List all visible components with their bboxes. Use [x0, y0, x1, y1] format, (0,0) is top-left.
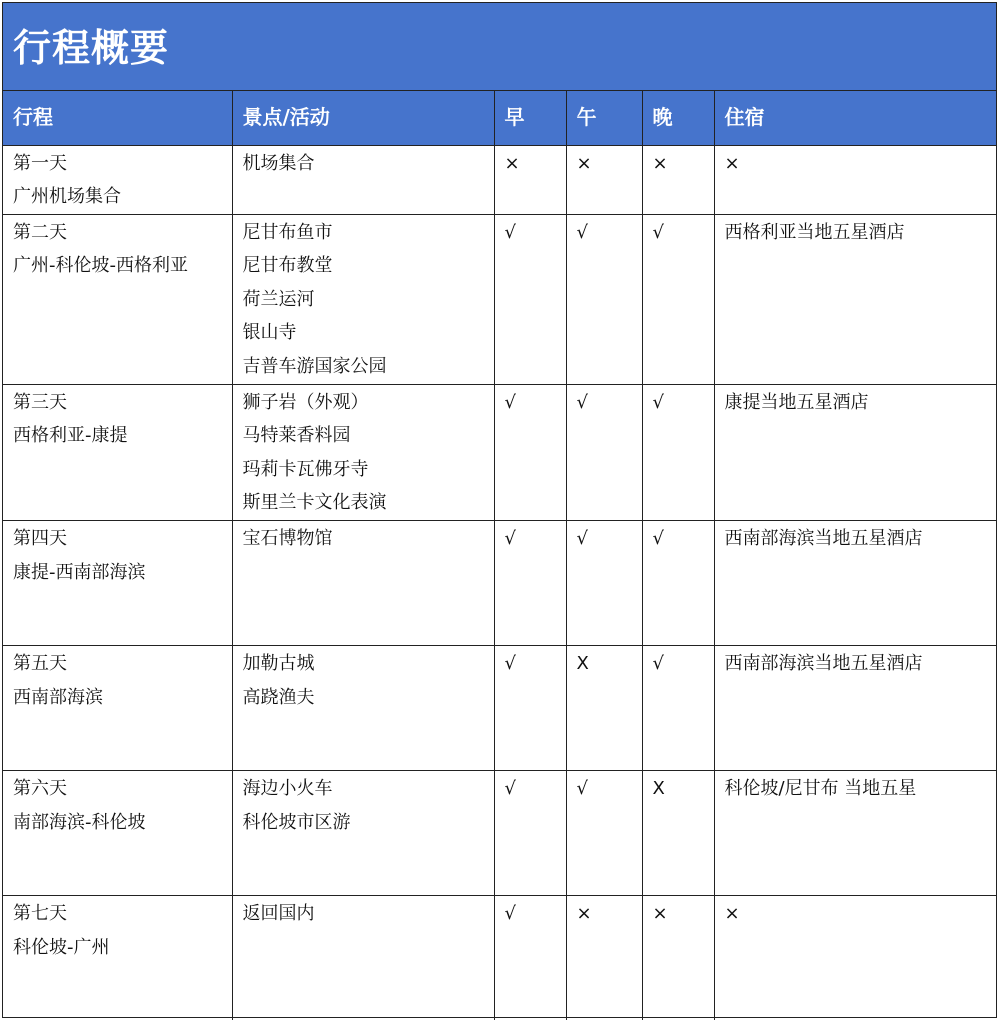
- dinner-cell: [642, 646, 714, 771]
- spot-item: 高跷渔夫: [242, 686, 315, 708]
- spot-item: 机场集合: [242, 152, 315, 174]
- hotel-cell: [714, 771, 996, 896]
- spot-item: 尼甘布鱼市: [242, 221, 333, 243]
- spots-cell: [232, 896, 494, 1020]
- day-cell: [3, 214, 232, 384]
- hotel-cell: [714, 145, 996, 214]
- table-row: [3, 521, 996, 646]
- route-label: 西南部海滨: [13, 686, 103, 708]
- lunch-mark: ×: [576, 152, 592, 174]
- spots-cell: [232, 646, 494, 771]
- dinner-mark: √: [652, 653, 664, 675]
- spot-item: 返回国内: [242, 903, 315, 925]
- table-row: [3, 896, 996, 1020]
- day-cell: [3, 384, 232, 520]
- lunch-mark: ×: [576, 903, 592, 925]
- dinner-cell: [642, 384, 714, 520]
- day-cell: [3, 646, 232, 771]
- dinner-mark: ×: [652, 903, 668, 925]
- hotel-label: 康提当地五星酒店: [724, 391, 869, 413]
- hotel-label: 科伦坡/尼甘布 当地五星: [724, 778, 917, 800]
- route-label: 西格利亚-康提: [13, 425, 128, 447]
- breakfast-cell: [494, 384, 566, 520]
- hotel-label: 西格利亚当地五星酒店: [724, 221, 905, 243]
- dinner-cell: [642, 521, 714, 646]
- day-label: 第七天: [13, 903, 67, 925]
- spot-item: 科伦坡市区游: [242, 811, 351, 833]
- spot-item: 狮子岩（外观）: [242, 391, 369, 413]
- breakfast-cell: [494, 646, 566, 771]
- spot-item: 宝石博物馆: [242, 528, 333, 550]
- header-breakfast: 早: [494, 91, 566, 145]
- breakfast-mark: √: [504, 903, 516, 925]
- lunch-cell: [566, 384, 642, 520]
- header-dinner: 晚: [642, 91, 714, 145]
- day-label: 第四天: [13, 528, 67, 550]
- lunch-cell: [566, 145, 642, 214]
- breakfast-mark: ×: [504, 152, 520, 174]
- day-label: 第一天: [13, 152, 67, 174]
- spots-cell: [232, 214, 494, 384]
- title-bar: [3, 3, 996, 91]
- table-row: [3, 145, 996, 214]
- breakfast-cell: [494, 896, 566, 1020]
- hotel-cell: [714, 384, 996, 520]
- breakfast-mark: √: [504, 528, 516, 550]
- dinner-mark: X: [652, 778, 665, 800]
- route-label: 科伦坡-广州: [13, 936, 110, 958]
- dinner-mark: √: [652, 391, 664, 413]
- lunch-cell: [566, 896, 642, 1020]
- lunch-cell: [566, 646, 642, 771]
- page-title: 行程概要: [13, 26, 170, 70]
- breakfast-cell: [494, 521, 566, 646]
- spot-item: 加勒古城: [242, 653, 315, 675]
- spot-item: 斯里兰卡文化表演: [242, 492, 387, 514]
- breakfast-mark: √: [504, 221, 516, 243]
- lunch-cell: [566, 771, 642, 896]
- spot-item: 吉普车游国家公园: [242, 356, 387, 378]
- hotel-cell: [714, 896, 996, 1020]
- itinerary-frame: [2, 2, 997, 1018]
- lunch-mark: √: [576, 528, 588, 550]
- hotel-label: 西南部海滨当地五星酒店: [724, 653, 923, 675]
- spot-item: 马特莱香料园: [242, 425, 351, 447]
- hotel-label: ×: [724, 903, 740, 925]
- table-row: [3, 771, 996, 896]
- header-lunch: 午: [566, 91, 642, 145]
- day-cell: [3, 521, 232, 646]
- spots-cell: [232, 384, 494, 520]
- lunch-mark: X: [576, 653, 589, 675]
- breakfast-cell: [494, 214, 566, 384]
- route-label: 南部海滨-科伦坡: [13, 811, 146, 833]
- breakfast-mark: √: [504, 653, 516, 675]
- spots-cell: [232, 771, 494, 896]
- spot-item: 玛莉卡瓦佛牙寺: [242, 458, 369, 480]
- hotel-cell: [714, 214, 996, 384]
- day-label: 第三天: [13, 391, 67, 413]
- lunch-cell: [566, 521, 642, 646]
- lunch-cell: [566, 214, 642, 384]
- dinner-mark: ×: [652, 152, 668, 174]
- spot-item: 荷兰运河: [242, 288, 315, 310]
- dinner-mark: √: [652, 221, 664, 243]
- spot-item: 海边小火车: [242, 778, 333, 800]
- route-label: 广州-科伦坡-西格利亚: [13, 255, 188, 277]
- day-cell: [3, 145, 232, 214]
- spots-cell: [232, 521, 494, 646]
- lunch-mark: √: [576, 778, 588, 800]
- route-label: 康提-西南部海滨: [13, 561, 146, 583]
- itinerary-table: [3, 91, 996, 1020]
- breakfast-mark: √: [504, 778, 516, 800]
- header-hotel: 住宿: [714, 91, 996, 145]
- dinner-cell: [642, 145, 714, 214]
- day-cell: [3, 771, 232, 896]
- hotel-label: 西南部海滨当地五星酒店: [724, 528, 923, 550]
- header-spots: 景点/活动: [232, 91, 494, 145]
- lunch-mark: √: [576, 391, 588, 413]
- spot-item: 尼甘布教堂: [242, 255, 333, 277]
- day-cell: [3, 896, 232, 1020]
- table-row: [3, 646, 996, 771]
- lunch-mark: √: [576, 221, 588, 243]
- dinner-cell: [642, 214, 714, 384]
- route-label: 广州机场集合: [13, 186, 121, 208]
- hotel-cell: [714, 521, 996, 646]
- spot-item: 银山寺: [242, 322, 297, 344]
- spots-cell: [232, 145, 494, 214]
- breakfast-cell: [494, 771, 566, 896]
- dinner-mark: √: [652, 528, 664, 550]
- breakfast-mark: √: [504, 391, 516, 413]
- dinner-cell: [642, 896, 714, 1020]
- hotel-cell: [714, 646, 996, 771]
- table-row: [3, 214, 996, 384]
- table-row: [3, 384, 996, 520]
- day-label: 第六天: [13, 778, 67, 800]
- breakfast-cell: [494, 145, 566, 214]
- day-label: 第五天: [13, 653, 67, 675]
- day-label: 第二天: [13, 221, 67, 243]
- hotel-label: ×: [724, 152, 740, 174]
- dinner-cell: [642, 771, 714, 896]
- table-header-row: [3, 91, 996, 145]
- header-day: 行程: [3, 91, 232, 145]
